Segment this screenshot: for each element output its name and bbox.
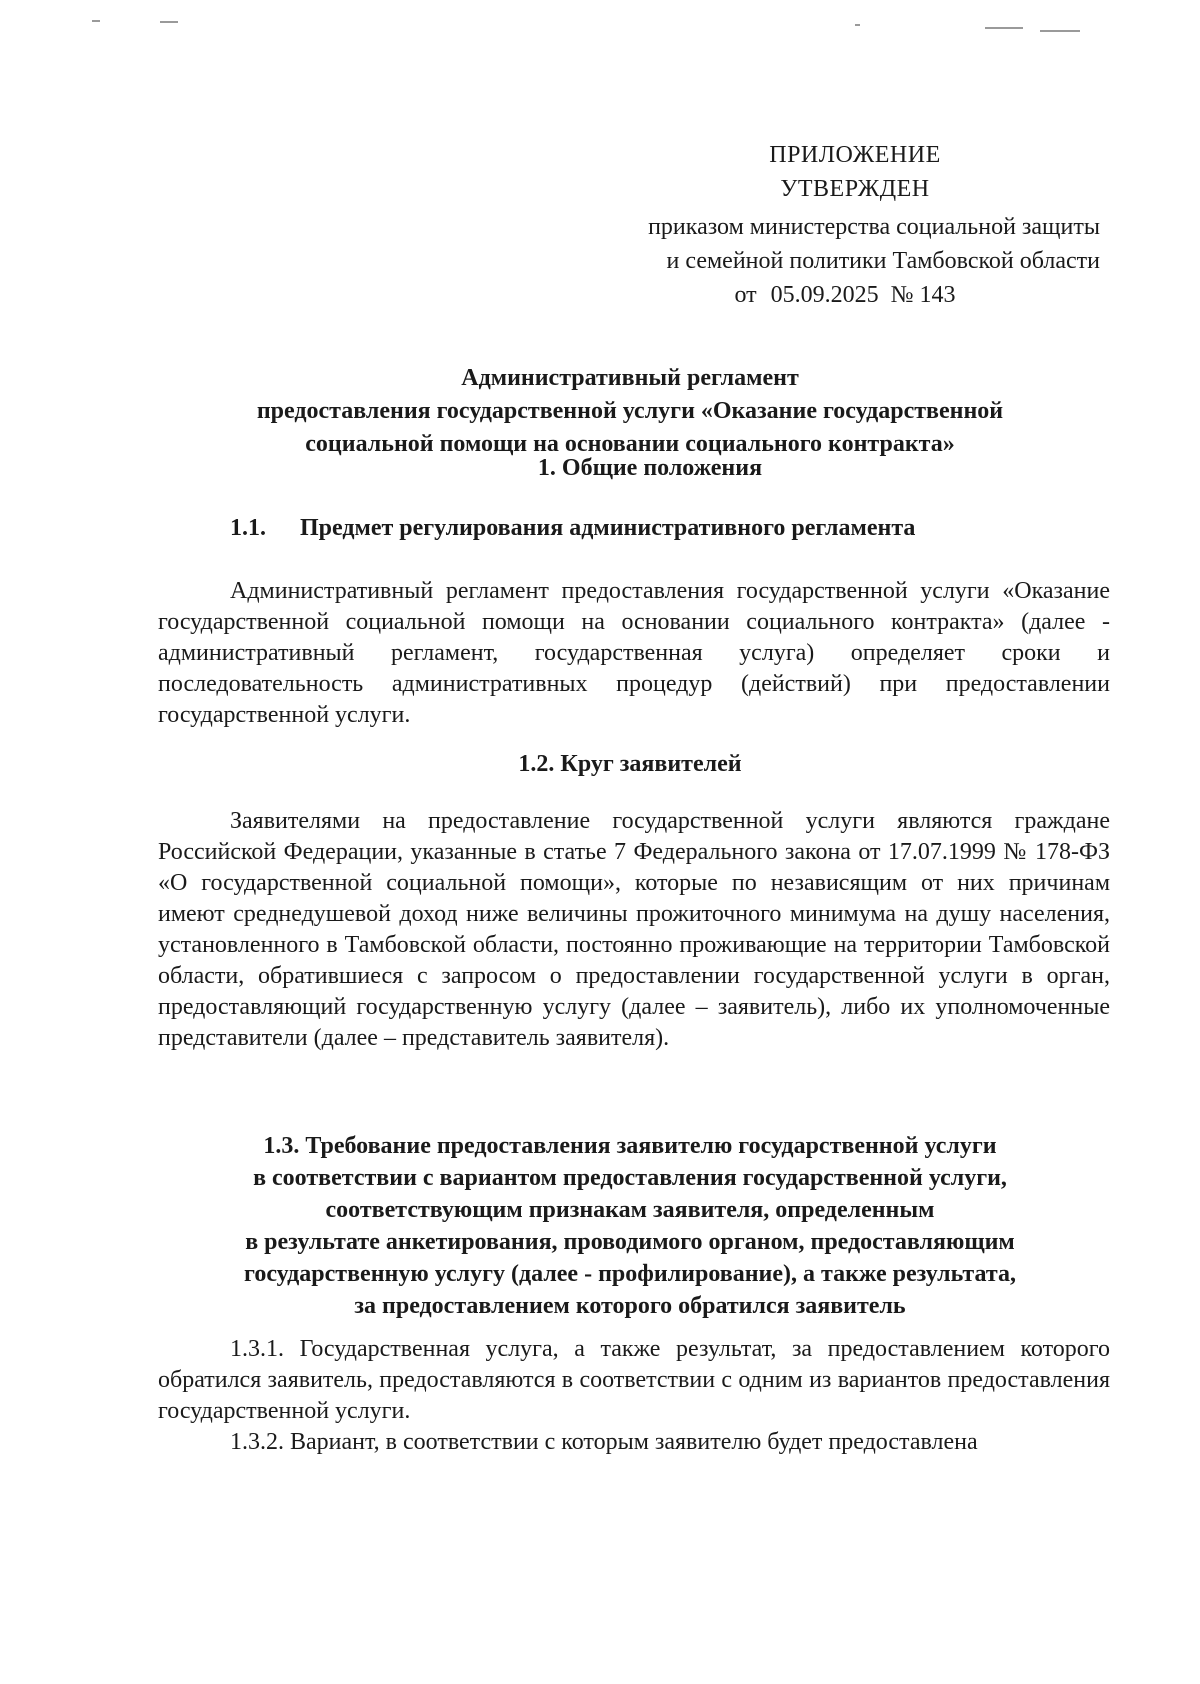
- subsection-1-1-title: Предмет регулирования административного регламента: [300, 515, 916, 541]
- subsection-1-2-heading: 1.2. Круг заявителей: [518, 751, 742, 777]
- scan-artifact: [92, 20, 100, 22]
- title-line-1: Административный регламент: [461, 365, 799, 391]
- order-date-line: [560, 278, 1110, 312]
- subsection-1-1-number: 1.1.: [230, 515, 266, 541]
- title-line-3: социальной помощи на основании социального контракта»: [305, 431, 955, 457]
- subsection-1-3-1-text: 1.3.1. Государственная услуга, а также результат, за предоставлением которого обратился заявитель, предоставляются в соответствии с одним из вариантов предоставления государственной услуги.: [158, 1336, 1110, 1424]
- order-line-1: приказом министерства социальной защиты: [648, 214, 1100, 240]
- order-line-2: и семейной политики Тамбовской области: [666, 248, 1100, 274]
- approved-label: УТВЕРЖДЕН: [780, 176, 930, 202]
- subsection-1-1-text: Административный регламент предоставления государственной услуги «Оказание государственной социальной помощи на основании социального контракта» (далее - административный регламент, государственная услуга) определяет сроки и последовательность административных процедур (действий) при предоставлении государственной услуги.: [158, 578, 1110, 728]
- date-prefix: от: [734, 282, 757, 308]
- scan-artifact: [855, 24, 860, 26]
- subsection-1-2-text: Заявителями на предоставление государственной услуги являются граждане Российской Федерации, указанные в статье 7 Федерального закона от 17.07.1999 № 178-ФЗ «О государственной социальной помощи», которые по независящим от них причинам имеют среднедушевой доход ниже величины прожиточного минимума на душу населения, установленного в Тамбовской области, постоянно проживающие на территории Тамбовской области, обратившиеся с запросом о предоставлении государственной услуги в орган, предоставляющий государственную услугу (далее – заявитель), либо их уполномоченные представители (далее – представитель заявителя).: [158, 808, 1110, 1051]
- subsection-1-3-2-text: 1.3.2. Вариант, в соответствии с которым заявителю будет предоставлена: [230, 1429, 978, 1455]
- appendix-label: ПРИЛОЖЕНИЕ: [769, 142, 941, 168]
- subsection-1-3-heading-line: в результате анкетирования, проводимого органом, предоставляющим: [245, 1229, 1015, 1255]
- subsection-1-3-heading-line: государственную услугу (далее - профилирование), а также результата,: [244, 1261, 1016, 1287]
- subsection-1-3-heading-line: соответствующим признакам заявителя, определенным: [325, 1197, 935, 1223]
- subsection-1-3-heading-line: за предоставлением которого обратился заявитель: [354, 1293, 906, 1319]
- subsection-1-1-heading: [230, 512, 1110, 545]
- order-date: 05.09.2025: [770, 282, 879, 308]
- scan-artifact: [1040, 30, 1080, 32]
- subsection-1-3-heading-line: 1.3. Требование предоставления заявителю государственной услуги: [263, 1133, 997, 1159]
- approval-block: [560, 138, 1110, 312]
- subsection-1-3-heading: [150, 1130, 1110, 1322]
- document-title: [150, 362, 1110, 461]
- order-number: № 143: [890, 282, 956, 308]
- section-1-heading: 1. Общие положения: [537, 455, 763, 481]
- subsection-1-3-heading-line: в соответствии с вариантом предоставления государственной услуги,: [253, 1165, 1007, 1191]
- title-line-2: предоставления государственной услуги «Оказание государственной: [256, 398, 1004, 424]
- scan-artifact: [160, 21, 178, 23]
- scan-artifact: [985, 27, 1023, 29]
